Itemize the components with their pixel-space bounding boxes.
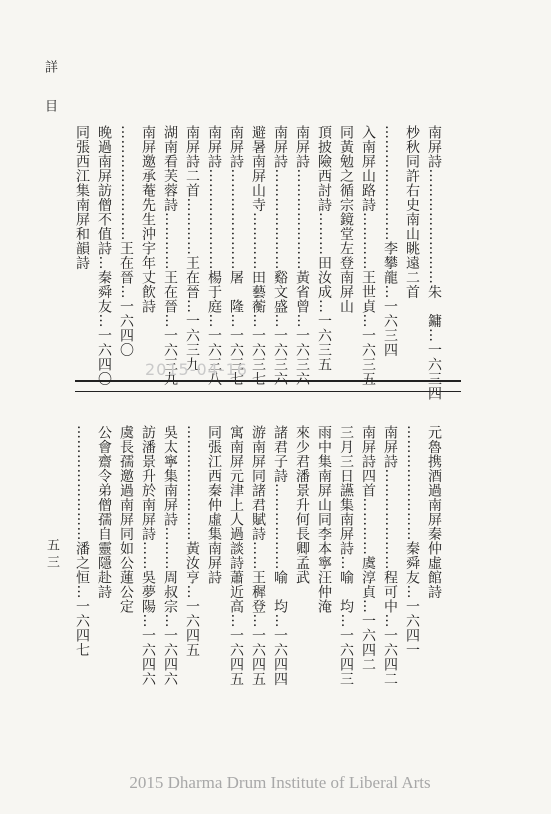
toc-entry: 南屏詩…………………谿文盛…一六三六 — [272, 125, 288, 386]
toc-entry: 入南屏山路詩…………王世貞…一六三五 — [360, 125, 376, 386]
page-number: 五三 — [44, 538, 59, 572]
toc-entry: 頂披險西討詩………田汝成…一六三五 — [316, 125, 332, 372]
toc-entry: 同張西江集南屏和韻詩 — [74, 125, 90, 270]
toc-entry: 寓南屏元津上人過談詩蕭近高…一六四五 — [228, 425, 244, 686]
toc-entry: 元魯携酒過南屏秦仲虛館詩 — [426, 425, 442, 599]
toc-entry: 來少君潘景升何長卿孟武 — [294, 425, 310, 585]
institution-watermark: 2015 Dharma Drum Institute of Liberal Arts — [129, 773, 431, 792]
toc-entry: 南屏詩…………………屠 隆…一六三七 — [228, 125, 244, 386]
toc-entry: 同張江西秦仲虛集南屏詩 — [206, 425, 222, 585]
toc-entry: ……………………秦舜友…一六四一 — [404, 425, 420, 657]
toc-entry: 公會齋令弟僧孺自靈隱赴詩 — [96, 425, 112, 599]
toc-entry: 南屏詩…………………楊于庭…一六三八 — [206, 125, 222, 386]
toc-entry: 游南屏同諸君賦詩……王穉登…一六四五 — [250, 425, 266, 686]
toc-entry: 三月三日讌集南屏詩…喻 均…一六四三 — [338, 425, 354, 686]
date-watermark: 2015-04-16 — [145, 360, 248, 379]
toc-entry: 南屏詩二首…………王在晉…一六三九 — [184, 125, 200, 372]
toc-entry: 雨中集南屏山同李本寧汪仲淹 — [316, 425, 332, 614]
toc-entry: 南屏詩…………………黃省曾…一六三六 — [294, 125, 310, 386]
divider-thin — [75, 391, 461, 392]
toc-entry: ……………………李攀龍…一六三四 — [382, 125, 398, 357]
toc-entry: 南屏詩四首…………虞淳貞…一六四二 — [360, 425, 376, 672]
toc-entry: 虞長孺邀過南屏同如公蓮公定 — [118, 425, 134, 614]
toc-entry: 南屏詩…………………程可中…一六四二 — [382, 425, 398, 686]
toc-entry: ……………………潘之恒…一六四七 — [74, 425, 90, 657]
toc-entry: 同黃勉之循宗鏡堂左登南屏山 — [338, 125, 354, 314]
toc-entry: ……………………黃汝亨…一六四五 — [184, 425, 200, 657]
divider-thick — [75, 380, 461, 382]
toc-entry: 諸君子詩………………喻 均…一六四四 — [272, 425, 288, 686]
toc-entry: 杪秋同許右史南山眺遠二首 — [404, 125, 420, 299]
toc-entry: ……………………王在晉…一六四〇 — [118, 125, 134, 357]
toc-entry: 晚過南屏訪僧不值詩…秦舜友…一六四〇 — [96, 125, 112, 386]
toc-entry: 南屏邀承菴先生沖宇年丈飮詩 — [140, 125, 156, 314]
toc-entry: 避暑南屏山寺…………田藝蘅…一六三七 — [250, 125, 266, 386]
toc-entry: 吳太寧集南屏詩………周叔宗…一六四六 — [162, 425, 178, 686]
section-header: 詳目 — [42, 60, 57, 138]
toc-entry: 訪潘景升於南屏詩……吳夢陽…一六四六 — [140, 425, 156, 686]
toc-entry: 湖南看芙蓉詩…………王在晉…一六三九 — [162, 125, 178, 386]
toc-entry: 南屏詩……………………朱 鏞…一六三四 — [426, 125, 442, 401]
